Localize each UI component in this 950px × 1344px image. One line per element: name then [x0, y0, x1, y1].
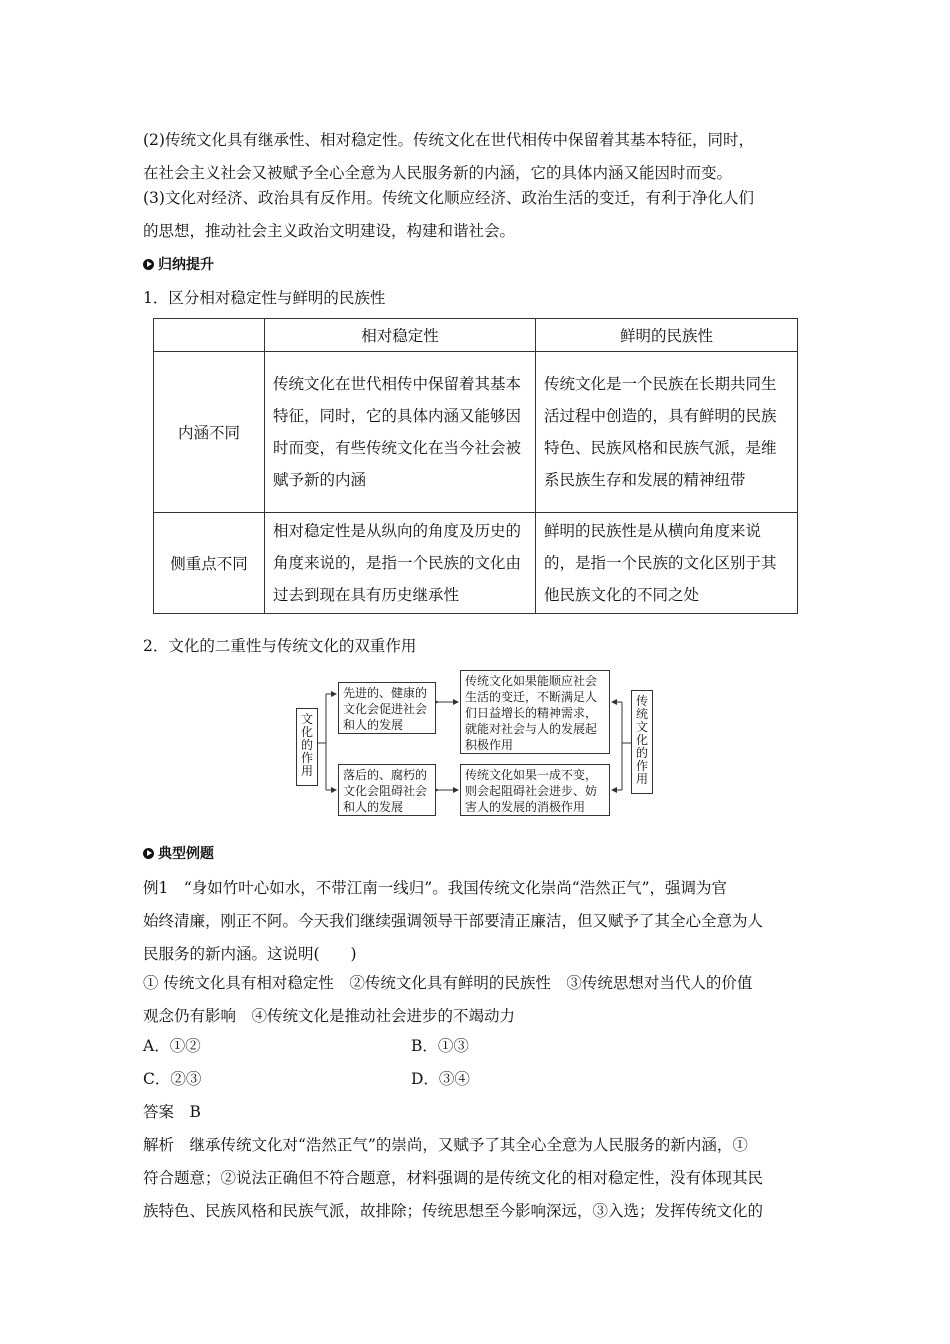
- paragraph-line: (2)传统文化具有继承性、相对稳定性。传统文化在世代相传中保留着其基本特征，同时，: [143, 131, 754, 149]
- analysis: [143, 1129, 813, 1228]
- example-question: [143, 872, 813, 971]
- table-row-label: 侧重点不同: [154, 513, 265, 614]
- diagram-bottom-left-box: 落后的、腐朽的文化会阻碍社会和人的发展: [338, 764, 436, 816]
- question-line: 民服务的新内涵。这说明( ): [143, 945, 357, 963]
- question-line: 始终清廉，刚正不阿。今天我们继续强调领导干部要清正廉洁，但又赋予了其全心全意为人: [143, 912, 764, 930]
- table-header-cell: 相对稳定性: [265, 319, 536, 352]
- diagram-top-left-box: 先进的、健康的文化会促进社会和人的发展: [338, 682, 436, 734]
- table-row: [154, 352, 798, 513]
- question-line: 例1 “身如竹叶心如水，不带江南一线归”。我国传统文化崇尚“浩然正气”，强调为官: [143, 879, 728, 897]
- section-heading-examples: [143, 843, 214, 863]
- paragraph-line: (3)文化对经济、政治具有反作用。传统文化顺应经济、政治生活的变迁，有利于净化人们: [143, 189, 754, 207]
- option-d: D．③④: [411, 1070, 470, 1088]
- option-a: A．①②: [143, 1037, 201, 1055]
- paragraph-line: 在社会主义社会又被赋予全心全意为人民服务新的内涵，它的具体内涵又能因时而变。: [143, 164, 733, 182]
- diagram-left-label: 文化的作用: [296, 708, 318, 786]
- analysis-line: 解析 继承传统文化对“浩然正气”的崇尚，又赋予了其全心全意为人民服务的新内涵，①: [143, 1136, 748, 1154]
- option-c: C．②③: [143, 1070, 202, 1088]
- table-cell: 传统文化是一个民族在长期共同生活过程中创造的，具有鲜明的民族特色、民族风格和民族气派，是维系民族生存和发展的精神纽带: [536, 352, 798, 513]
- analysis-line: 符合题意；②说法正确但不符合题意，材料强调的是传统文化的相对稳定性，没有体现其民: [143, 1169, 764, 1187]
- paragraph-line: 的思想，推动社会主义政治文明建设，构建和谐社会。: [143, 222, 516, 240]
- table-cell: 鲜明的民族性是从横向角度来说的，是指一个民族的文化区别于其他民族文化的不同之处: [536, 513, 798, 614]
- item-1-title: 1．区分相对稳定性与鲜明的民族性: [143, 289, 386, 307]
- culture-role-diagram: [296, 668, 661, 818]
- play-circle-icon: [143, 259, 154, 270]
- item-2-title: 2．文化的二重性与传统文化的双重作用: [143, 637, 417, 655]
- table-header-row: [154, 319, 798, 352]
- table-row: [154, 513, 798, 614]
- analysis-line: 族特色、民族风格和民族气派，故排除；传统思想至今影响深远，③入选；发挥传统文化的: [143, 1202, 764, 1220]
- table-row-label: 内涵不同: [154, 352, 265, 513]
- paragraph-3: [143, 182, 813, 248]
- section-title: 典型例题: [158, 846, 214, 862]
- statement-line: ① 传统文化具有相对稳定性 ②传统文化具有鲜明的民族性 ③传统思想对当代人的价值: [143, 974, 753, 992]
- statement-line: 观念仍有影响 ④传统文化是推动社会进步的不竭动力: [143, 1007, 516, 1025]
- play-circle-icon: [143, 848, 154, 859]
- diagram-top-right-box: 传统文化如果能顺应社会生活的变迁，不断满足人们日益增长的精神需求，就能对社会与人的发展起积极作用: [460, 670, 610, 754]
- diagram-bottom-right-box: 传统文化如果一成不变，则会起阻碍社会进步、妨害人的发展的消极作用: [460, 764, 610, 816]
- option-b: B．①③: [411, 1037, 469, 1055]
- comparison-table: [153, 318, 798, 614]
- diagram-right-label: 传统文化的作用: [631, 690, 653, 794]
- section-heading-summary: [143, 254, 214, 274]
- table-corner-cell: [154, 319, 265, 352]
- table-cell: 相对稳定性是从纵向的角度及历史的角度来说的，是指一个民族的文化由过去到现在具有历史继承性: [265, 513, 536, 614]
- example-statements: [143, 967, 813, 1033]
- table-header-cell: 鲜明的民族性: [536, 319, 798, 352]
- table-cell: 传统文化在世代相传中保留着其基本特征，同时，它的具体内涵又能够因时而变，有些传统文化在当今社会被赋予新的内涵: [265, 352, 536, 513]
- answer: 答案 B: [143, 1103, 201, 1121]
- paragraph-2: [143, 124, 813, 190]
- section-title: 归纳提升: [158, 257, 214, 273]
